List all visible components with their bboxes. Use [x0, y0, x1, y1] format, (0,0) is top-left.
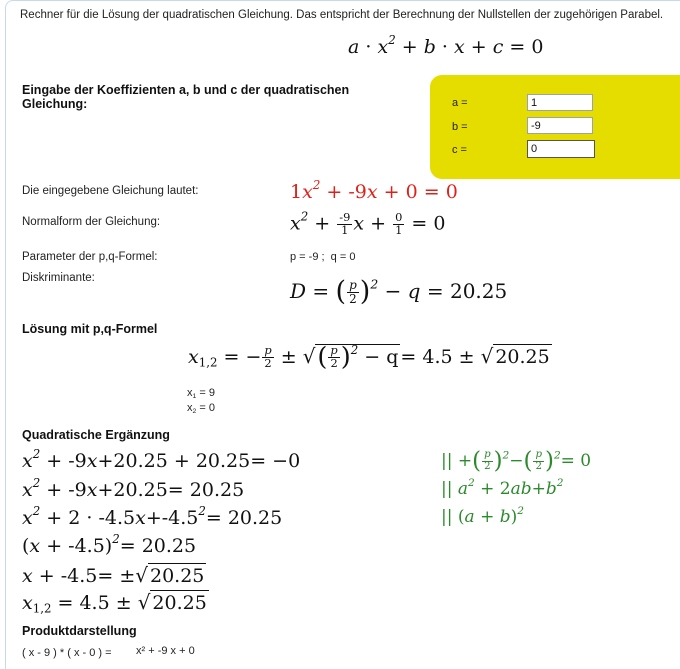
coefficient-c-input[interactable] — [527, 140, 595, 158]
annotation-add-subtract: || +( $\frac{p}{2}$ )$^2$−( $\frac{p}{2}$ )$^2$= 0 — [441, 448, 592, 474]
normal-form-equation: $x^2$ + $\frac{-9}{1}$ x + $\frac{0}{1}$ = 0 — [290, 209, 446, 237]
entered-equation-label: Die eingegebene Gleichung lautet: — [22, 185, 199, 197]
label-b: b = — [452, 121, 468, 133]
complete-square-heading: Quadratische Ergänzung — [22, 428, 170, 442]
input-heading: Eingabe der Koeffizienten a, b und c der quadratischen Gleichung: — [22, 83, 350, 111]
solution-x1: $x_1 = 9$ — [187, 387, 215, 401]
complete-step-3: $x^2 + 2 \cdot -4.5x+-4.5^2= 20.25$ — [22, 504, 283, 529]
complete-step-5: x + -4.5= ±√ 20.25 — [22, 563, 205, 587]
discriminant-label: Diskriminante: — [22, 272, 95, 284]
discriminant-equation: D = ( $\frac{p}{2}$ )$^2$ − q = 20.25 — [290, 276, 508, 307]
parameters-value: p = -9 ; q = 0 — [290, 251, 356, 263]
parameters-label: Parameter der p,q-Formel: — [22, 251, 158, 263]
label-c: c = — [452, 144, 467, 156]
normal-form-label: Normalform der Gleichung: — [22, 216, 161, 228]
complete-step-2: $x^2 + -9x+20.25= 20.25$ — [22, 476, 245, 501]
coefficient-b-input[interactable] — [527, 117, 593, 134]
complete-step-4: $(x + -4.5)^2= 20.25$ — [22, 532, 197, 557]
solution-x2: $x_2 = 0$ — [187, 402, 215, 416]
annotation-square: || $(a + b)^2$ — [441, 505, 524, 527]
product-right: x² + -9 x + 0 — [136, 645, 195, 657]
intro-text: Rechner für die Lösung der quadratischen Gleichung. Das entspricht der Berechnung der Nullstellen der zugehörigen Parabel. — [20, 9, 664, 21]
annotation-binomial: || $a^2 + 2ab+b^2$ — [441, 477, 564, 499]
product-heading: Produktdarstellung — [22, 624, 137, 638]
entered-equation: $1x^2 + -9x + 0 = 0$ — [290, 178, 458, 203]
complete-step-1: $x^2 + -9x+20.25 + 20.25= -0$ — [22, 447, 301, 472]
coefficient-a-input[interactable] — [527, 94, 593, 111]
complete-step-6: $x_{1,2} = 4.5$ ± √ 20.25 — [22, 590, 207, 616]
pq-formula: $x_{1,2}$ = − $\frac{p}{2}$ ± √( $\frac{p}{2}$ )$^2$ − q = 4.5 ± √ 20.25 — [188, 342, 550, 372]
product-left: ( x - 9 ) * ( x - 0 ) = — [22, 647, 112, 659]
pq-heading: Lösung mit p,q-Formel — [22, 322, 158, 336]
general-equation: $a \cdot x^2 + b \cdot x + c = 0$ — [348, 33, 544, 58]
label-a: a = — [452, 97, 468, 109]
